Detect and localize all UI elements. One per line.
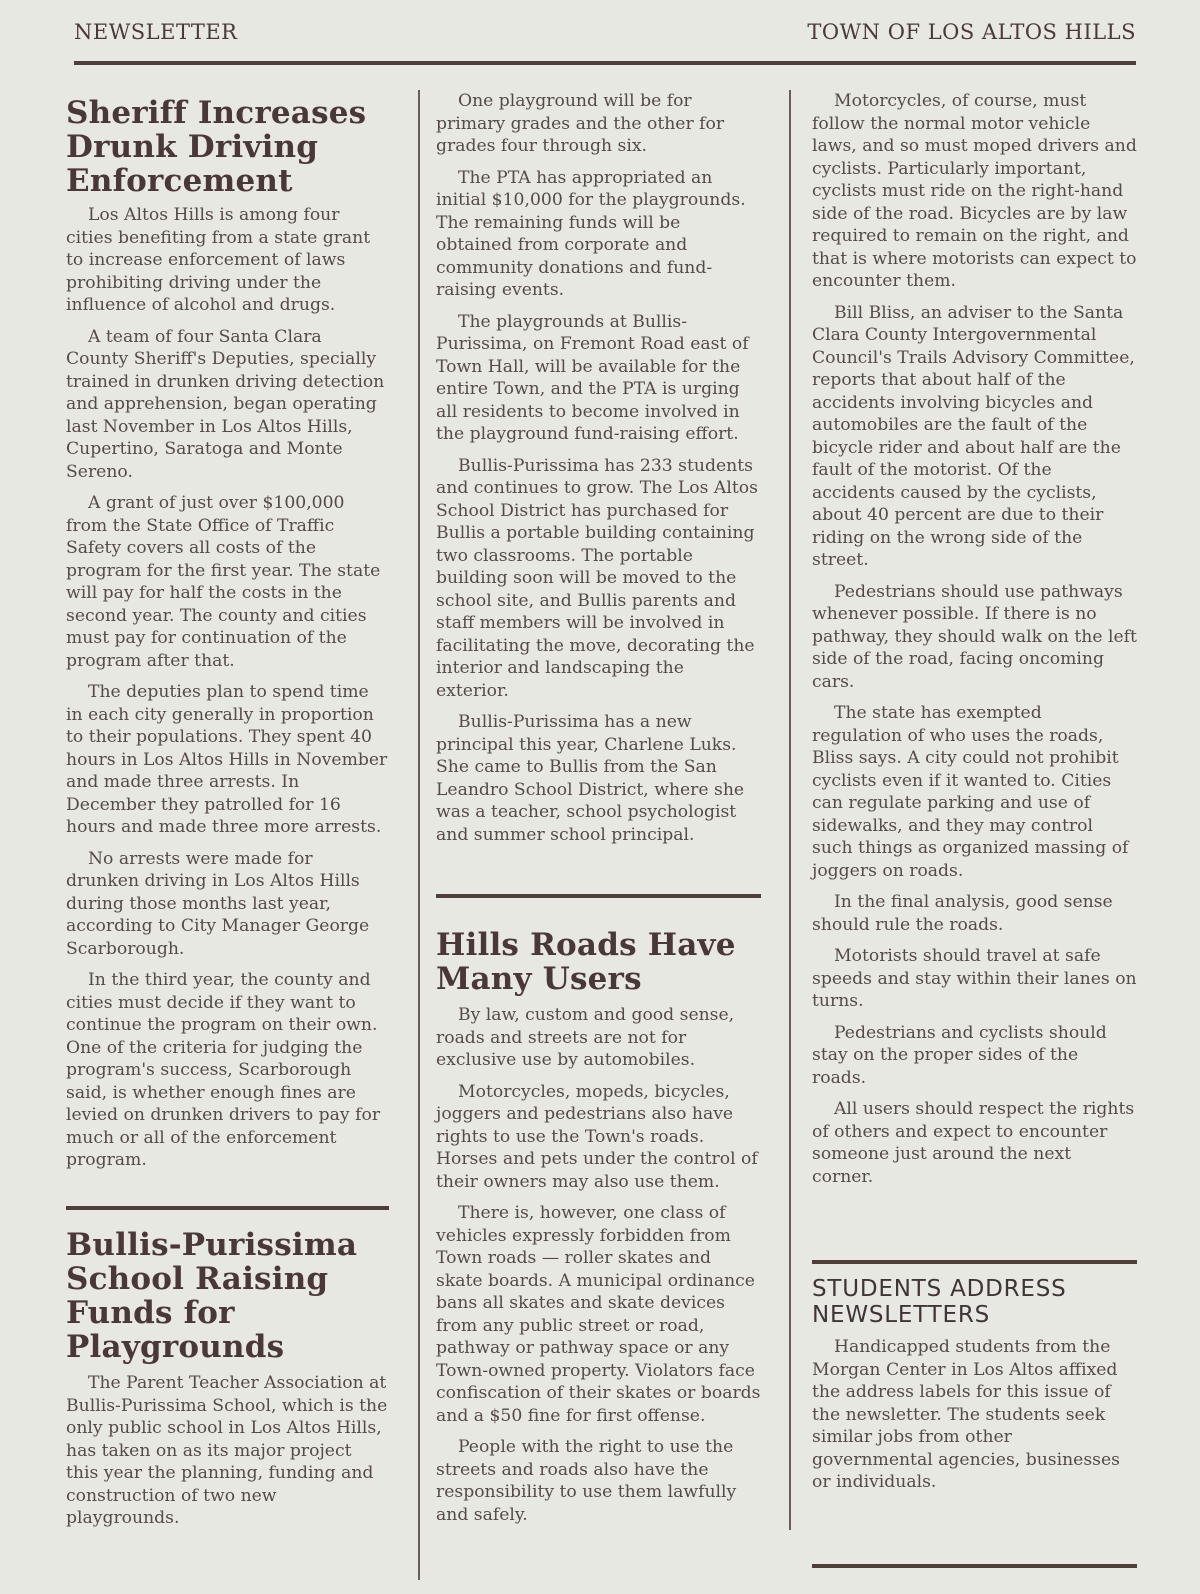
article-paragraph: A team of four Santa Clara County Sheriff's Deputies, specially trained in drunken driving detection and apprehension, began operating last November in Los Altos Hills, Cupertino, Saratoga and Monte Sereno. (66, 326, 385, 482)
article-title: Sheriff Increases Drunk Driving Enforcement (66, 95, 367, 199)
column-divider (789, 90, 791, 1530)
article-bullis (66, 1228, 389, 1539)
article-roads (436, 928, 761, 1535)
article-paragraph: Pedestrians should use pathways whenever possible. If there is no pathway, they should walk on the left side of the road, facing oncoming cars. (812, 581, 1137, 692)
article-title: Hills Roads Have Many Users (436, 927, 736, 997)
article-title: STUDENTS ADDRESS NEWSLETTERS (812, 1276, 1067, 1328)
article-title: Bullis-Purissima School Raising Funds for Playgrounds (66, 1227, 358, 1365)
header-divider (74, 61, 1136, 65)
newsletter-label: NEWSLETTER (74, 20, 238, 44)
article-paragraph: Motorists should travel at safe speeds and stay within their lanes on turns. (812, 946, 1137, 1011)
article-paragraph: Handicapped students from the Morgan Center in Los Altos affixed the address labels for this issue of the newsletter. The students seek similar jobs from other governmental agencies, businesses or individuals. (812, 1337, 1120, 1492)
article-students (812, 1276, 1137, 1503)
article-paragraph: Motorcycles, mopeds, bicycles, joggers and pedestrians also have rights to use the Town's roads. Horses and pets under the control of their owners may also use them. (436, 1081, 758, 1192)
article-paragraph: The Parent Teacher Association at Bullis-Purissima School, which is the only public school in Los Altos Hills, has taken on as its major project this year the planning, funding and construction of two new playgrounds. (66, 1373, 388, 1528)
article-paragraph: The PTA has appropriated an initial $10,000 for the playgrounds. The remaining funds will be obtained from corporate and community donations and fund-raising events. (436, 167, 746, 300)
article-divider (812, 1564, 1137, 1568)
article-paragraph: The playgrounds at Bullis-Purissima, on Fremont Road east of Town Hall, will be available for the entire Town, and the PTA is urging all residents to become involved in the playground fund-raising effort. (436, 311, 749, 444)
article-paragraph: Bullis-Purissima has 233 students and continues to grow. The Los Altos School District has purchased for Bullis a portable building containing two classrooms. The portable building soon will be moved to the school site, and Bullis parents and staff members will be involved in facilitating the move, decorating the interior and landscaping the exterior. (436, 455, 758, 701)
article-divider (436, 894, 761, 898)
article-sheriff (66, 96, 389, 1181)
article-paragraph: Pedestrians and cyclists should stay on the proper sides of the roads. (812, 1022, 1107, 1088)
article-paragraph: In the final analysis, good sense should rule the roads. (812, 892, 1113, 935)
article-paragraph: Los Altos Hills is among four cities benefiting from a state grant to increase enforcement of laws prohibiting driving under the influence of alcohol and drugs. (66, 205, 371, 315)
town-name: TOWN OF LOS ALTOS HILLS (807, 20, 1136, 44)
article-paragraph: The deputies plan to spend time in each city generally in proportion to their populations. They spent 40 hours in Los Altos Hills in November and made three arrests. In December they patrolled for 16 hours and made three more arrests. (66, 682, 388, 837)
article-bullis-continued (436, 90, 761, 855)
article-paragraph: Motorcycles, of course, must follow the normal motor vehicle laws, and so must moped drivers and cyclists. Particularly important, cyclists must ride on the right-hand side of the road. Bicycles are by law required to remain on the right, and that is where motorists can expect to encounter them. (812, 91, 1137, 291)
article-roads-continued (812, 90, 1137, 1197)
article-paragraph: No arrests were made for drunken driving in Los Altos Hills during those months last year, according to City Manager George Scarborough. (66, 848, 370, 959)
article-paragraph: A grant of just over $100,000 from the State Office of Traffic Safety covers all costs of the program for the first year. The state will pay for half the costs in the second year. The county and cities must pay for continuation of the program after that. (66, 493, 381, 671)
article-paragraph: One playground will be for primary grades and the other for grades four through six. (436, 91, 725, 156)
article-paragraph: There is, however, one class of vehicles expressly forbidden from Town roads — roller skates and skate boards. A municipal ordinance bans all skates and skate devices from any public street or road, pathway or pathway space or any Town-owned property. Violators face confiscation of their skates or boards and a $50 fine for first offense. (436, 1203, 761, 1426)
article-divider (812, 1260, 1137, 1264)
article-paragraph: By law, custom and good sense, roads and streets are not for exclusive use by automobiles. (436, 1005, 735, 1070)
article-paragraph: All users should respect the rights of others and expect to encounter someone just around the next corner. (812, 1099, 1135, 1187)
article-paragraph: People with the right to use the streets and roads also have the responsibility to use them lawfully and safely. (436, 1437, 737, 1525)
article-paragraph: In the third year, the county and cities must decide if they want to continue the program on their own. One of the criteria for judging the program's success, Scarborough said, is whether enough fines are levied on drunken drivers to pay for much or all of the enforcement program. (66, 970, 381, 1170)
article-divider (66, 1206, 389, 1210)
column-divider (418, 90, 420, 1580)
article-paragraph: The state has exempted regulation of who uses the roads, Bliss says. A city could not prohibit cyclists even if it wanted to. Cities can regulate parking and use of sidewalks, and they may control such things as organized massing of joggers on roads. (812, 703, 1129, 881)
article-paragraph: Bill Bliss, an adviser to the Santa Clara County Intergovernmental Council's Trails Advisory Committee, reports that about half of the accidents involving bicycles and automobiles are the fault of the bicycle rider and about half are the fault of the motorist. Of the accidents caused by the cyclists, about 40 percent are due to their riding on the wrong side of the street. (812, 302, 1135, 570)
article-paragraph: Bullis-Purissima has a new principal this year, Charlene Luks. She came to Bullis from the San Leandro School District, where she was a teacher, school psychologist and summer school principal. (436, 712, 745, 845)
